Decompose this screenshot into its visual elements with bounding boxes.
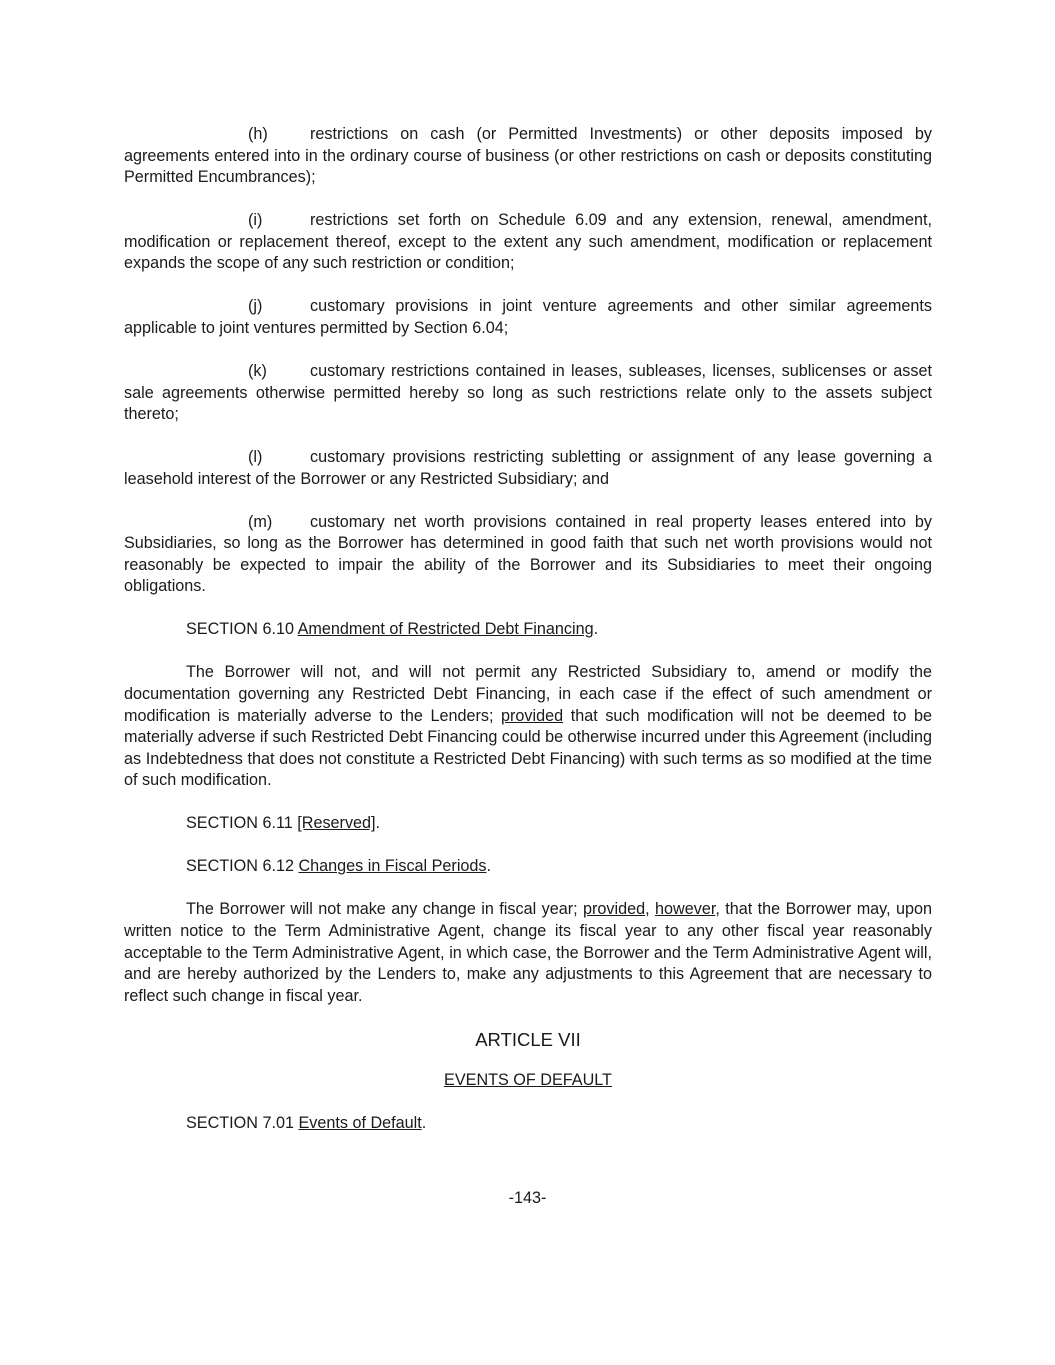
body-text: , <box>645 900 656 919</box>
clause-label: (j) <box>248 297 263 316</box>
clause-label: (l) <box>248 448 263 467</box>
clause-text: customary provisions restricting subletting or assignment of any lease governing a leasehold interest of the Borrower or any Restricted Subsidiary; and <box>124 448 932 488</box>
clause-text: customary net worth provisions contained in real property leases entered into by Subsidiaries, so long as the Borrower has determined in good faith that such net worth provisions would not reasonably be expected to impair the ability of the Borrower and its Subsidiaries to meet their ongoing obligations. <box>124 512 932 596</box>
section-number: SECTION 6.12 <box>186 857 294 876</box>
clause-label: (m) <box>248 512 273 531</box>
clause-m <box>124 512 932 598</box>
clause-label: (k) <box>248 361 267 380</box>
clause-i <box>124 210 932 275</box>
section-number: SECTION 6.10 <box>186 620 294 639</box>
clause-l <box>124 447 932 490</box>
article-subtitle <box>124 1070 932 1092</box>
body-text: that such modification will not be deemed to be materially adverse if such Restricted Debt Financing could be otherwise incurred under this Agreement (including as Indebtedness that does not constitute a Restricted Debt Financing) with such terms as so modified at the time of such modification. <box>124 706 932 790</box>
page-number: -143- <box>508 1189 547 1207</box>
section-number: SECTION 7.01 <box>186 1113 294 1132</box>
article-subtitle-text: EVENTS OF DEFAULT <box>444 1070 612 1089</box>
provided-term: provided <box>501 706 564 725</box>
clause-j <box>124 296 932 339</box>
however-term: however <box>655 900 716 919</box>
section-title: [Reserved] <box>297 814 376 833</box>
document-page <box>124 124 932 1156</box>
clause-text: restrictions on cash (or Permitted Investments) or other deposits imposed by agreements entered into in the ordinary course of business (or other restrictions on cash or deposits constituting Permitted Encumbrances); <box>124 125 932 187</box>
section-6-10-heading <box>186 619 932 641</box>
section-6-12-heading <box>186 856 932 878</box>
clause-h <box>124 124 932 189</box>
clause-k <box>124 361 932 426</box>
clause-text: restrictions set forth on Schedule 6.09 and any extension, renewal, amendment, modification or replacement thereof, except to the extent any such amendment, modification or replacement expands the scope of any such restriction or condition; <box>124 211 932 273</box>
body-text: The Borrower will not make any change in fiscal year; <box>186 900 584 919</box>
clause-text: customary provisions in joint venture agreements and other similar agreements applicable to joint ventures permitted by Section 6.04; <box>124 297 932 337</box>
section-6-12-body <box>124 899 932 1007</box>
section-7-01-heading <box>186 1113 932 1135</box>
clause-text: customary restrictions contained in leases, subleases, licenses, sublicenses or asset sale agreements otherwise permitted hereby so long as such restrictions relate only to the assets subject thereto; <box>124 361 932 424</box>
section-title: Amendment of Restricted Debt Financing <box>297 620 594 639</box>
section-number: SECTION 6.11 <box>186 814 293 833</box>
article-title: ARTICLE VII <box>475 1028 581 1050</box>
section-title-period: . <box>421 1113 427 1132</box>
section-title-period: . <box>593 620 599 639</box>
section-6-10-body <box>124 662 932 792</box>
body-text: The Borrower will not, and will not permit any Restricted Subsidiary to, amend or modify the documentation governing any Restricted Debt Financing, in each case if the effect of such amendment or modification is materially adverse to the Lenders; <box>124 663 932 725</box>
section-title: Events of Default <box>298 1113 422 1132</box>
section-title-period: . <box>486 857 492 876</box>
clause-label: (i) <box>248 211 263 230</box>
section-title-period: . <box>375 814 381 833</box>
provided-term: provided <box>583 900 646 919</box>
section-title: Changes in Fiscal Periods <box>298 857 487 876</box>
section-6-11-heading <box>186 813 932 835</box>
body-text: , that the Borrower may, upon written notice to the Term Administrative Agent, change its fiscal year to any other fiscal year reasonably acceptable to the Term Administrative Agent, in which case, the Borrower and the Term Administrative Agent will, and are hereby authorized by the Lenders to, make any adjustments to this Agreement that are necessary to reflect such change in fiscal year. <box>124 900 932 1005</box>
clause-label: (h) <box>248 125 268 143</box>
